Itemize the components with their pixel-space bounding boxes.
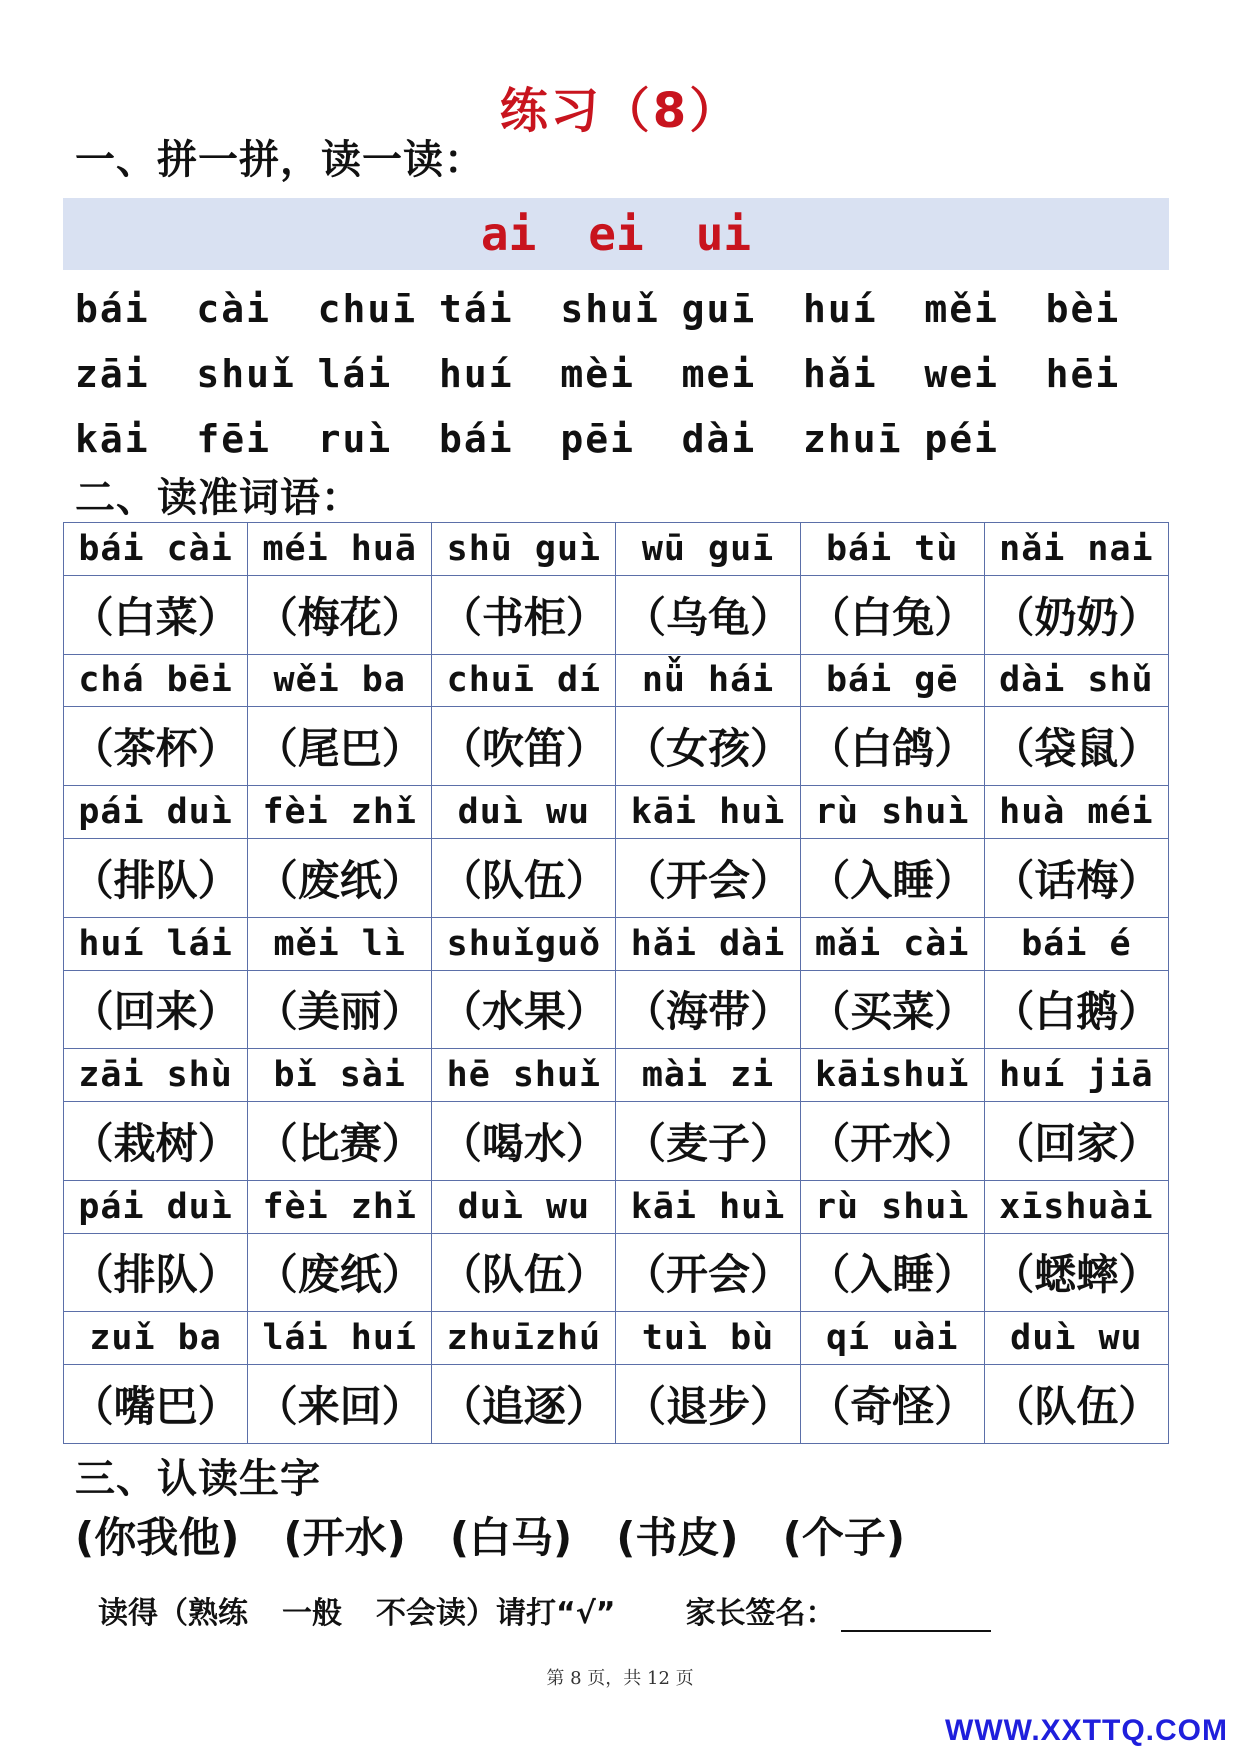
word-hanzi: （买菜） — [800, 970, 984, 1049]
character-group: (开水) — [283, 1513, 406, 1562]
word-hanzi: （废纸） — [248, 1233, 432, 1312]
pinyin-row — [64, 654, 1169, 707]
word-pinyin: kāi huì — [616, 1180, 800, 1233]
pinyin-syllable: bèi — [1045, 286, 1121, 331]
pinyin-syllable: bái — [75, 286, 150, 331]
word-pinyin: měi lì — [248, 917, 432, 970]
pinyin-syllable: bái — [439, 416, 514, 461]
section-2-heading: 二、读准词语： — [75, 475, 362, 521]
pinyin-syllable: huí — [439, 351, 514, 396]
pinyin-row — [64, 917, 1169, 970]
word-pinyin: bái gē — [800, 654, 984, 707]
pinyin-syllable: dài — [681, 416, 757, 461]
hanzi-row — [64, 1102, 1169, 1181]
pinyin-syllable: cài — [196, 286, 271, 331]
word-hanzi: （追逐） — [432, 1365, 616, 1444]
word-pinyin: bái tù — [800, 523, 984, 576]
banner-vowel: ai — [480, 207, 537, 261]
word-pinyin: méi huā — [248, 523, 432, 576]
word-pinyin: huí lái — [64, 917, 248, 970]
pinyin-syllable: péi — [924, 416, 999, 461]
pinyin-syllable: hǎi — [803, 351, 878, 396]
word-pinyin: duì wu — [432, 786, 616, 839]
word-hanzi: （书柜） — [432, 575, 616, 654]
word-hanzi: （蟋蟀） — [984, 1233, 1168, 1312]
page-title: 练习（8） — [499, 83, 741, 139]
pinyin-syllable: fēi — [196, 416, 271, 461]
word-pinyin: dài shǔ — [984, 654, 1168, 707]
pinyin-row — [64, 1049, 1169, 1102]
word-hanzi: （尾巴） — [248, 707, 432, 786]
pinyin-syllable: guī — [681, 286, 757, 331]
word-hanzi: （海带） — [616, 970, 800, 1049]
word-pinyin: bǐ sài — [248, 1049, 432, 1102]
word-hanzi: （袋鼠） — [984, 707, 1168, 786]
word-pinyin: nǚ hái — [616, 654, 800, 707]
word-pinyin: fèi zhǐ — [248, 786, 432, 839]
word-pinyin: mǎi cài — [800, 917, 984, 970]
pinyin-syllable: shuǐ — [196, 351, 296, 396]
word-hanzi: （白菜） — [64, 575, 248, 654]
word-pinyin: duì wu — [984, 1312, 1168, 1365]
assessment-option-fluent: 读得（熟练 — [98, 1596, 248, 1631]
pinyin-syllable: mei — [681, 351, 757, 396]
character-group: (白马) — [449, 1513, 573, 1562]
pinyin-syllable: huí — [803, 286, 878, 331]
pinyin-syllable: mèi — [560, 351, 635, 396]
word-pinyin: pái duì — [64, 786, 248, 839]
word-pinyin: qí uài — [800, 1312, 984, 1365]
word-pinyin: duì wu — [432, 1180, 616, 1233]
word-hanzi: （队伍） — [432, 838, 616, 917]
word-pinyin: shū guì — [432, 523, 616, 576]
word-hanzi: （美丽） — [248, 970, 432, 1049]
hanzi-row — [64, 1233, 1169, 1312]
vowel-banner — [63, 198, 1169, 270]
word-pinyin: rù shuì — [800, 786, 984, 839]
pinyin-syllable: kāi — [75, 416, 150, 461]
parent-signature-line[interactable] — [841, 1600, 991, 1632]
word-hanzi: （队伍） — [984, 1365, 1168, 1444]
word-pinyin: chuī dí — [432, 654, 616, 707]
word-pinyin: kāi huì — [616, 786, 800, 839]
word-hanzi: （喝水） — [432, 1102, 616, 1181]
word-hanzi: （奇怪） — [800, 1365, 984, 1444]
pinyin-syllable: pēi — [560, 416, 635, 461]
character-group: (书皮) — [616, 1513, 739, 1562]
word-hanzi: （废纸） — [248, 838, 432, 917]
assessment-option-average: 一般 — [282, 1596, 342, 1631]
word-hanzi: （白鹅） — [984, 970, 1168, 1049]
character-groups — [75, 1505, 1175, 1565]
word-pinyin: tuì bù — [616, 1312, 800, 1365]
section-1-heading: 一、拼一拼，读一读： — [75, 137, 485, 183]
word-hanzi: （茶杯） — [64, 707, 248, 786]
hanzi-row — [64, 1365, 1169, 1444]
word-hanzi: （水果） — [432, 970, 616, 1049]
pinyin-syllable: zāi — [75, 351, 150, 396]
word-pinyin: pái duì — [64, 1180, 248, 1233]
word-pinyin: mài zi — [616, 1049, 800, 1102]
hanzi-row — [64, 838, 1169, 917]
word-hanzi: （话梅） — [984, 838, 1168, 917]
word-pinyin: shuǐguǒ — [432, 917, 616, 970]
hanzi-row — [64, 707, 1169, 786]
word-pinyin: bái cài — [64, 523, 248, 576]
pinyin-row — [64, 523, 1169, 576]
word-pinyin: nǎi nai — [984, 523, 1168, 576]
word-hanzi: （入睡） — [800, 1233, 984, 1312]
pinyin-row — [64, 1180, 1169, 1233]
word-hanzi: （麦子） — [616, 1102, 800, 1181]
vocabulary-table — [63, 522, 1169, 1444]
pinyin-syllable: ruì — [317, 416, 393, 461]
word-hanzi: （白兔） — [800, 575, 984, 654]
word-hanzi: （排队） — [64, 1233, 248, 1312]
hanzi-row — [64, 970, 1169, 1049]
word-hanzi: （排队） — [64, 838, 248, 917]
word-pinyin: zuǐ ba — [64, 1312, 248, 1365]
word-hanzi: （开水） — [800, 1102, 984, 1181]
assessment-option-cannot: 不会读）请打“√” — [376, 1596, 616, 1631]
pinyin-syllable: zhuī — [803, 416, 903, 461]
word-pinyin: kāishuǐ — [800, 1049, 984, 1102]
word-hanzi: （回家） — [984, 1102, 1168, 1181]
word-pinyin: lái huí — [248, 1312, 432, 1365]
word-hanzi: （梅花） — [248, 575, 432, 654]
character-group: (你我他) — [75, 1513, 240, 1562]
pinyin-row — [64, 786, 1169, 839]
word-hanzi: （乌龟） — [616, 575, 800, 654]
character-group: (个子) — [782, 1513, 906, 1562]
parent-signature-label: 家长签名： — [685, 1596, 836, 1631]
section-3-heading: 三、认读生字 — [75, 1456, 321, 1502]
banner-vowel: ui — [695, 207, 752, 261]
pinyin-syllable: tái — [439, 286, 514, 331]
hanzi-row — [64, 575, 1169, 654]
word-hanzi: （回来） — [64, 970, 248, 1049]
word-pinyin: huà méi — [984, 786, 1168, 839]
word-hanzi: （入睡） — [800, 838, 984, 917]
word-pinyin: huí jiā — [984, 1049, 1168, 1102]
word-hanzi: （开会） — [616, 838, 800, 917]
word-hanzi: （比赛） — [248, 1102, 432, 1181]
word-pinyin: zhuīzhú — [432, 1312, 616, 1365]
word-pinyin: zāi shù — [64, 1049, 248, 1102]
word-pinyin: wěi ba — [248, 654, 432, 707]
word-pinyin: wū guī — [616, 523, 800, 576]
pinyin-syllable: měi — [924, 286, 999, 331]
word-hanzi: （白鸽） — [800, 707, 984, 786]
word-pinyin: rù shuì — [800, 1180, 984, 1233]
word-pinyin: fèi zhǐ — [248, 1180, 432, 1233]
page-number: 第 8 页，共 12 页 — [546, 1668, 694, 1689]
word-hanzi: （退步） — [616, 1365, 800, 1444]
banner-vowel: ei — [588, 207, 644, 261]
pinyin-syllable: shuǐ — [560, 286, 660, 331]
word-pinyin: chá bēi — [64, 654, 248, 707]
pinyin-syllable: hēi — [1045, 351, 1121, 396]
word-hanzi: （女孩） — [616, 707, 800, 786]
word-hanzi: （栽树） — [64, 1102, 248, 1181]
pinyin-row — [64, 1312, 1169, 1365]
word-hanzi: （吹笛） — [432, 707, 616, 786]
pinyin-practice-grid — [75, 276, 1167, 471]
word-hanzi: （开会） — [616, 1233, 800, 1312]
word-pinyin: bái é — [984, 917, 1168, 970]
pinyin-syllable: chuī — [317, 286, 418, 331]
word-hanzi: （嘴巴） — [64, 1365, 248, 1444]
word-hanzi: （队伍） — [432, 1233, 616, 1312]
word-pinyin: hē shuǐ — [432, 1049, 616, 1102]
word-hanzi: （来回） — [248, 1365, 432, 1444]
pinyin-syllable: wei — [924, 351, 999, 396]
word-pinyin: xīshuài — [984, 1180, 1168, 1233]
site-watermark: WWW.XXTTQ.COM — [945, 1714, 1228, 1747]
pinyin-syllable: lái — [317, 351, 393, 396]
reading-assessment — [98, 1588, 1178, 1632]
word-pinyin: hǎi dài — [616, 917, 800, 970]
word-hanzi: （奶奶） — [984, 575, 1168, 654]
